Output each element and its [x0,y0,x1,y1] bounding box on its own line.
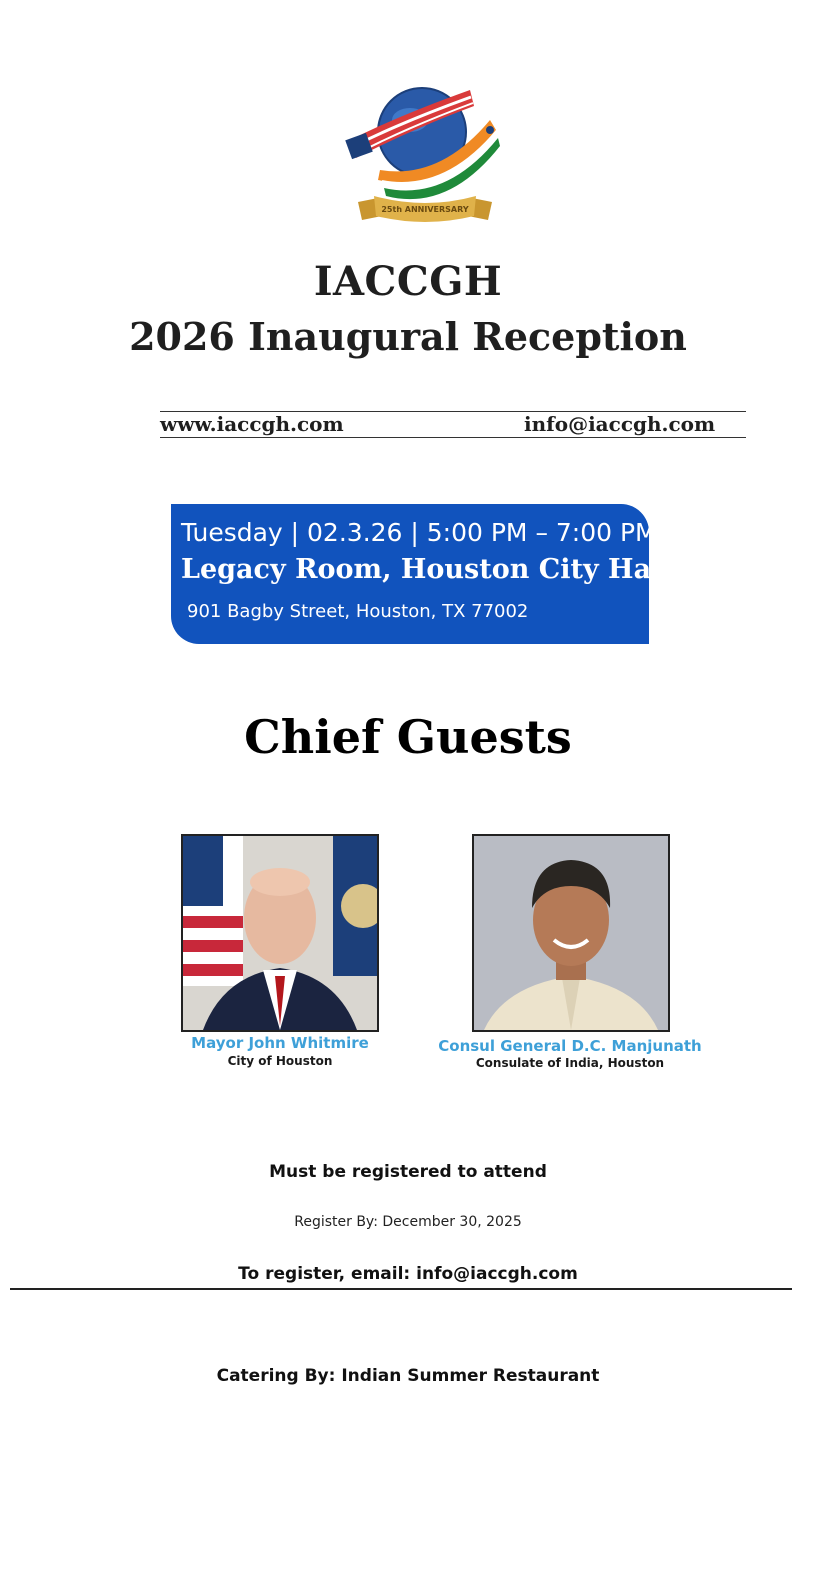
guest-name-2: Consul General D.C. Manjunath [438,1037,702,1055]
guest-photo-mayor [181,834,379,1032]
event-venue: Legacy Room, Houston City Hall [181,554,672,585]
globe-flag-logo-icon [340,70,510,230]
guest-org-2: Consulate of India, Houston [475,1056,665,1070]
event-date-time: Tuesday | 02.3.26 | 5:00 PM – 7:00 PM [181,518,657,547]
registration-notice: Must be registered to attend [269,1162,547,1182]
email-link[interactable]: info@iaccgh.com [524,412,716,436]
guest-name-1: Mayor John Whitmire [191,1034,369,1052]
svg-text:25th ANNIVERSARY: 25th ANNIVERSARY [381,205,469,214]
registration-instruction[interactable]: To register, email: info@iaccgh.com [238,1264,578,1284]
chief-guests-heading: Chief Guests [244,710,572,764]
website-link[interactable]: www.iaccgh.com [160,412,344,436]
portrait-photo-icon [474,836,668,1030]
registration-divider [10,1288,792,1290]
divider-bottom [160,437,746,438]
portrait-photo-icon [183,836,377,1030]
guest-org-1: City of Houston [227,1054,333,1068]
iaccgh-logo [340,70,510,230]
registration-deadline: Register By: December 30, 2025 [294,1214,522,1230]
guest-photo-consul [472,834,670,1032]
event-title: 2026 Inaugural Reception [129,314,687,359]
org-title: IACCGH [313,258,503,305]
catering-credit: Catering By: Indian Summer Restaurant [216,1366,600,1386]
event-address: 901 Bagby Street, Houston, TX 77002 [187,601,529,622]
